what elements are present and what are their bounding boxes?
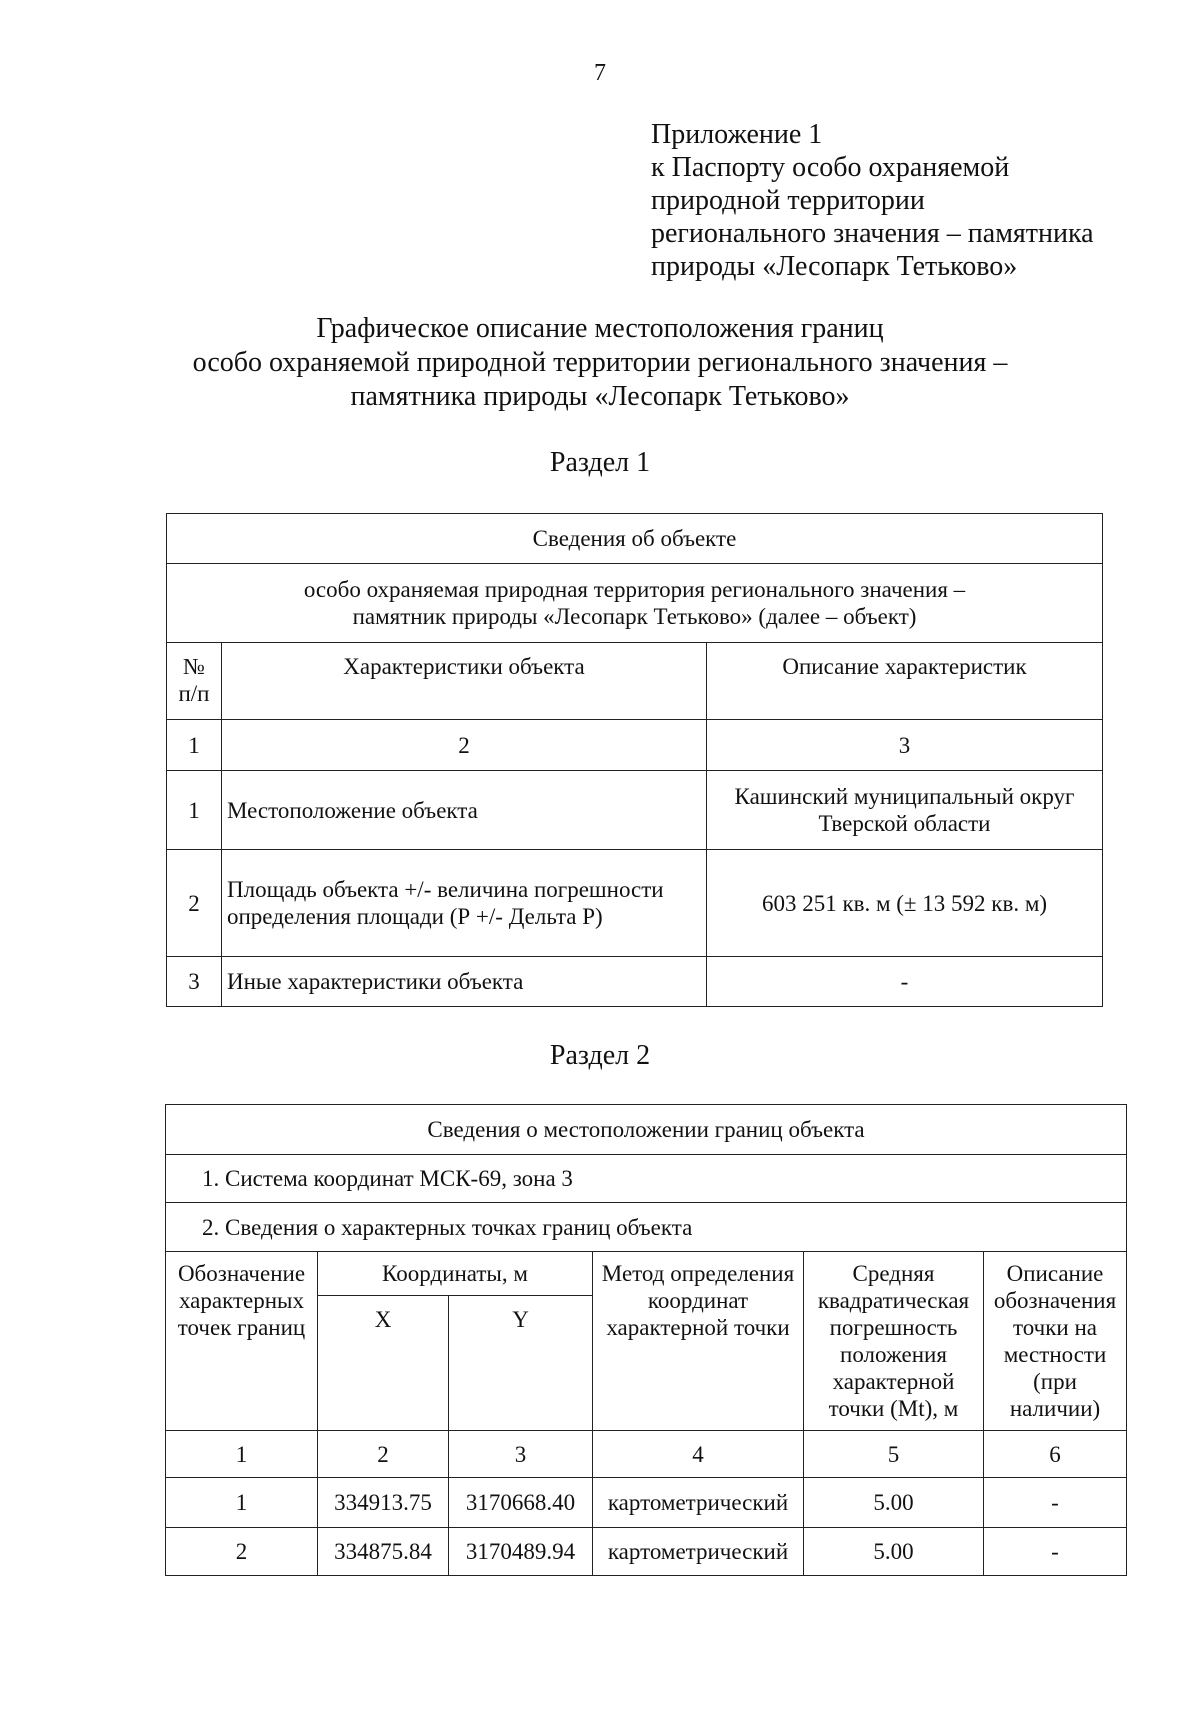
point-x: 334913.75 xyxy=(318,1478,449,1528)
page-number: 7 xyxy=(594,60,606,86)
row-description: 603 251 кв. м (± 13 592 кв. м) xyxy=(707,850,1103,957)
point-description: - xyxy=(984,1528,1127,1576)
col-number: 3 xyxy=(707,720,1103,771)
document-title xyxy=(0,312,1200,414)
row-characteristic: Местоположение объекта xyxy=(222,771,707,850)
appendix-line: Приложение 1 xyxy=(651,119,823,150)
col-header-coordinates: Координаты, м xyxy=(318,1252,593,1296)
row-characteristic: Площадь объекта +/- величина погрешности определения площади (Р +/- Дельта Р) xyxy=(222,850,707,957)
object-info-header: Сведения об объекте xyxy=(167,514,1103,564)
appendix-line: природы «Лесопарк Тетьково» xyxy=(651,251,1018,282)
appendix-block xyxy=(651,118,1094,283)
point-error: 5.00 xyxy=(804,1478,984,1528)
col-number: 1 xyxy=(166,1431,318,1478)
coordinate-system: 1. Система координат МСК-69, зона 3 xyxy=(166,1155,1127,1203)
col-header-y: Y xyxy=(449,1296,593,1431)
col-number: 1 xyxy=(167,720,222,771)
row-num: 3 xyxy=(167,957,222,1007)
row-description: - xyxy=(707,957,1103,1007)
appendix-line: природной территории xyxy=(651,185,925,216)
point-y: 3170489.94 xyxy=(449,1528,593,1576)
col-header-point-description: Описание обозначения точки на местности (при наличии) xyxy=(984,1252,1127,1431)
row-num: 2 xyxy=(167,850,222,957)
col-header-error: Средняя квадратическая погрешность положения характерной точки (Mt), м xyxy=(804,1252,984,1431)
point-id: 2 xyxy=(166,1528,318,1576)
point-method: картометрический xyxy=(593,1478,804,1528)
object-name-line: памятник природы «Лесопарк Тетьково» (далее – объект) xyxy=(352,604,917,629)
appendix-line: к Паспорту особо охраняемой xyxy=(651,152,1010,183)
point-error: 5.00 xyxy=(804,1528,984,1576)
col-header-num: № п/п xyxy=(167,643,222,720)
point-id: 1 xyxy=(166,1478,318,1528)
section1-title: Раздел 1 xyxy=(549,447,651,478)
row-characteristic: Иные характеристики объекта xyxy=(222,957,707,1007)
object-info-table xyxy=(166,513,1103,1007)
document-title-line: памятника природы «Лесопарк Тетьково» xyxy=(350,381,850,412)
boundary-header: Сведения о местоположении границ объекта xyxy=(166,1105,1127,1155)
col-number: 4 xyxy=(593,1431,804,1478)
object-name-line: особо охраняемая природная территория регионального значения – xyxy=(303,577,966,602)
col-header-x: X xyxy=(318,1296,449,1431)
point-method: картометрический xyxy=(593,1528,804,1576)
col-number: 2 xyxy=(222,720,707,771)
row-num: 1 xyxy=(167,771,222,850)
point-x: 334875.84 xyxy=(318,1528,449,1576)
appendix-line: регионального значения – памятника xyxy=(651,218,1094,249)
col-number: 5 xyxy=(804,1431,984,1478)
col-header-point: Обозначение характерных точек границ xyxy=(166,1252,318,1431)
document-title-line: особо охраняемой природной территории регионального значения – xyxy=(192,347,1008,378)
document-title-line: Графическое описание местоположения границ xyxy=(316,313,884,344)
col-header-description: Описание характеристик xyxy=(707,643,1103,720)
section2-title: Раздел 2 xyxy=(549,1040,651,1071)
boundary-points-table xyxy=(165,1104,1127,1576)
col-number: 6 xyxy=(984,1431,1127,1478)
col-number: 2 xyxy=(318,1431,449,1478)
col-header-characteristics: Характеристики объекта xyxy=(222,643,707,720)
point-y: 3170668.40 xyxy=(449,1478,593,1528)
col-header-method: Метод определения координат характерной точки xyxy=(593,1252,804,1431)
point-description: - xyxy=(984,1478,1127,1528)
points-header: 2. Сведения о характерных точках границ объекта xyxy=(166,1203,1127,1252)
col-number: 3 xyxy=(449,1431,593,1478)
row-description: Кашинский муниципальный округ Тверской области xyxy=(707,771,1103,850)
object-name-cell xyxy=(167,564,1103,643)
